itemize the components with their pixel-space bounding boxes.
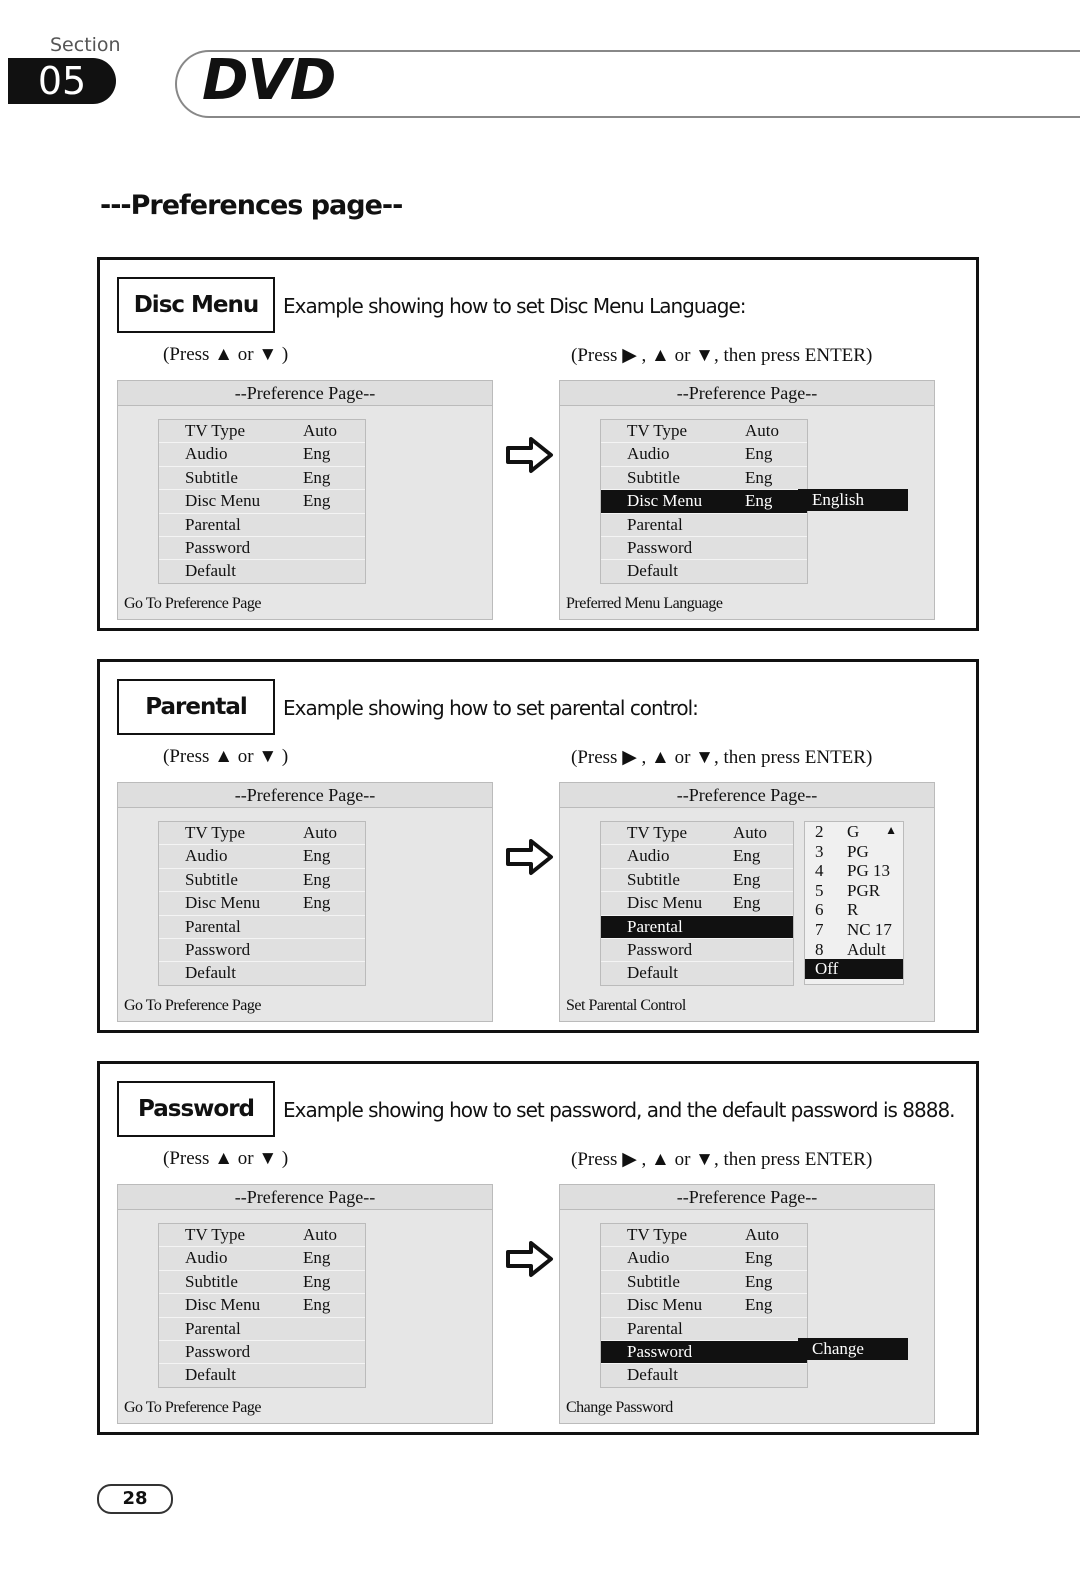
press-instruction-right: (Press ▶ , ▲ or ▼, then press ENTER) [571, 1149, 873, 1170]
menu-row-disc-menu-selected[interactable]: Disc Menu Eng [601, 490, 807, 513]
screen-title: --Preference Page-- [560, 1185, 934, 1210]
section-number-badge: 05 [8, 58, 116, 104]
menu-row-disc-menu[interactable]: Disc Menu Eng [601, 892, 793, 915]
screen-footer: Preferred Menu Language [566, 595, 723, 612]
menu-row-audio[interactable]: Audio Eng [159, 1247, 365, 1270]
menu-row-audio[interactable]: Audio Eng [159, 443, 365, 466]
panel-example-text: Example showing how to set password, and the default password is 8888. [283, 1098, 955, 1122]
rating-item[interactable]: 2 G [815, 822, 860, 841]
menu-row-tv-type[interactable]: TV Type Auto [159, 420, 365, 443]
menu-row-subtitle[interactable]: Subtitle Eng [159, 467, 365, 490]
right-arrow-icon [505, 1239, 555, 1279]
menu-row-parental-selected[interactable]: Parental [601, 916, 793, 939]
menu-row-default[interactable]: Default [627, 1365, 678, 1385]
preference-menu [158, 419, 366, 584]
menu-row-disc-menu[interactable]: Disc Menu Eng [159, 490, 365, 513]
menu-row-subtitle[interactable]: Subtitle Eng [601, 467, 807, 490]
panel-example-text: Example showing how to set parental control: [283, 696, 698, 720]
parental-panel [97, 659, 979, 1033]
menu-row-default[interactable]: Default [627, 561, 678, 581]
osd-screen-after [559, 380, 935, 620]
language-option-english[interactable]: English [798, 489, 908, 511]
menu-row-disc-menu[interactable]: Disc Menu Eng [159, 1294, 365, 1317]
menu-row-password[interactable]: Password [159, 537, 365, 560]
menu-row-default[interactable]: Default [627, 963, 678, 983]
menu-row-default[interactable]: Default [185, 561, 236, 581]
preference-menu [600, 1223, 808, 1388]
menu-row-disc-menu[interactable]: Disc Menu Eng [601, 1294, 807, 1317]
preference-menu [600, 821, 794, 986]
rating-item[interactable]: 4 PG 13 [815, 861, 890, 881]
password-change-option[interactable]: Change [798, 1338, 908, 1360]
osd-screen-after [559, 1184, 935, 1424]
section-label: Section [50, 34, 121, 56]
menu-row-parental[interactable]: Parental [159, 514, 365, 537]
preference-menu [600, 419, 808, 584]
rating-item[interactable]: 5 PGR [815, 880, 881, 900]
menu-row-tv-type[interactable]: TV Type Auto [601, 1224, 807, 1247]
rating-item[interactable]: 7 NC 17 [815, 919, 892, 939]
menu-row-parental[interactable]: Parental [159, 916, 365, 939]
menu-row-default[interactable]: Default [185, 963, 236, 983]
chapter-title: DVD [202, 48, 336, 113]
menu-row-password[interactable]: Password [601, 537, 807, 560]
menu-row-audio[interactable]: Audio Eng [601, 1247, 807, 1270]
screen-footer: Set Parental Control [566, 997, 686, 1014]
screen-footer: Go To Preference Page [124, 595, 261, 612]
password-panel [97, 1061, 979, 1435]
press-instruction-left: (Press ▲ or ▼ ) [163, 1148, 289, 1169]
scroll-up-icon[interactable]: ▲ [885, 823, 897, 837]
menu-row-audio[interactable]: Audio Eng [159, 845, 365, 868]
rating-item[interactable]: 8 Adult [815, 939, 886, 959]
panel-label: Parental [117, 679, 275, 735]
menu-row-password[interactable]: Password [159, 1341, 365, 1364]
menu-row-tv-type[interactable]: TV Type Auto [159, 822, 365, 845]
menu-row-parental[interactable]: Parental [601, 1318, 807, 1341]
menu-row-parental[interactable]: Parental [601, 514, 807, 537]
menu-row-password-selected[interactable]: Password [601, 1341, 807, 1364]
screen-title: --Preference Page-- [118, 783, 492, 808]
menu-row-subtitle[interactable]: Subtitle Eng [601, 1271, 807, 1294]
screen-title: --Preference Page-- [118, 1185, 492, 1210]
menu-row-password[interactable]: Password [601, 939, 793, 962]
menu-row-disc-menu[interactable]: Disc Menu Eng [159, 892, 365, 915]
page-heading: ---Preferences page-- [100, 190, 403, 221]
disc-menu-panel [97, 257, 979, 631]
page-number: 28 [97, 1484, 173, 1514]
menu-row-tv-type[interactable]: TV Type Auto [159, 1224, 365, 1247]
screen-footer: Go To Preference Page [124, 1399, 261, 1416]
panel-label: Disc Menu [117, 277, 275, 333]
preference-menu [158, 1223, 366, 1388]
menu-row-subtitle[interactable]: Subtitle Eng [159, 869, 365, 892]
press-instruction-right: (Press ▶ , ▲ or ▼, then press ENTER) [571, 747, 873, 768]
menu-row-default[interactable]: Default [185, 1365, 236, 1385]
preference-menu [158, 821, 366, 986]
screen-title: --Preference Page-- [560, 783, 934, 808]
menu-row-tv-type[interactable]: TV Type Auto [601, 822, 793, 845]
parental-rating-list [804, 821, 904, 985]
press-instruction-left: (Press ▲ or ▼ ) [163, 746, 289, 767]
right-arrow-icon [505, 435, 555, 475]
menu-row-tv-type[interactable]: TV Type Auto [601, 420, 807, 443]
screen-title: --Preference Page-- [560, 381, 934, 406]
press-instruction-right: (Press ▶ , ▲ or ▼, then press ENTER) [571, 345, 873, 366]
screen-title: --Preference Page-- [118, 381, 492, 406]
osd-screen-after [559, 782, 935, 1022]
screen-footer: Change Password [566, 1399, 673, 1416]
menu-row-audio[interactable]: Audio Eng [601, 845, 793, 868]
menu-row-password[interactable]: Password [159, 939, 365, 962]
right-arrow-icon [505, 837, 555, 877]
menu-row-subtitle[interactable]: Subtitle Eng [601, 869, 793, 892]
rating-item[interactable]: 3 PG [815, 841, 869, 861]
osd-screen-before [117, 782, 493, 1022]
osd-screen-before [117, 380, 493, 620]
menu-row-parental[interactable]: Parental [159, 1318, 365, 1341]
rating-item-off-selected[interactable]: Off [805, 959, 903, 979]
press-instruction-left: (Press ▲ or ▼ ) [163, 344, 289, 365]
panel-label: Password [117, 1081, 275, 1137]
menu-row-subtitle[interactable]: Subtitle Eng [159, 1271, 365, 1294]
osd-screen-before [117, 1184, 493, 1424]
menu-row-audio[interactable]: Audio Eng [601, 443, 807, 466]
rating-item[interactable]: 6 R [815, 900, 859, 920]
panel-example-text: Example showing how to set Disc Menu Language: [283, 294, 746, 318]
screen-footer: Go To Preference Page [124, 997, 261, 1014]
